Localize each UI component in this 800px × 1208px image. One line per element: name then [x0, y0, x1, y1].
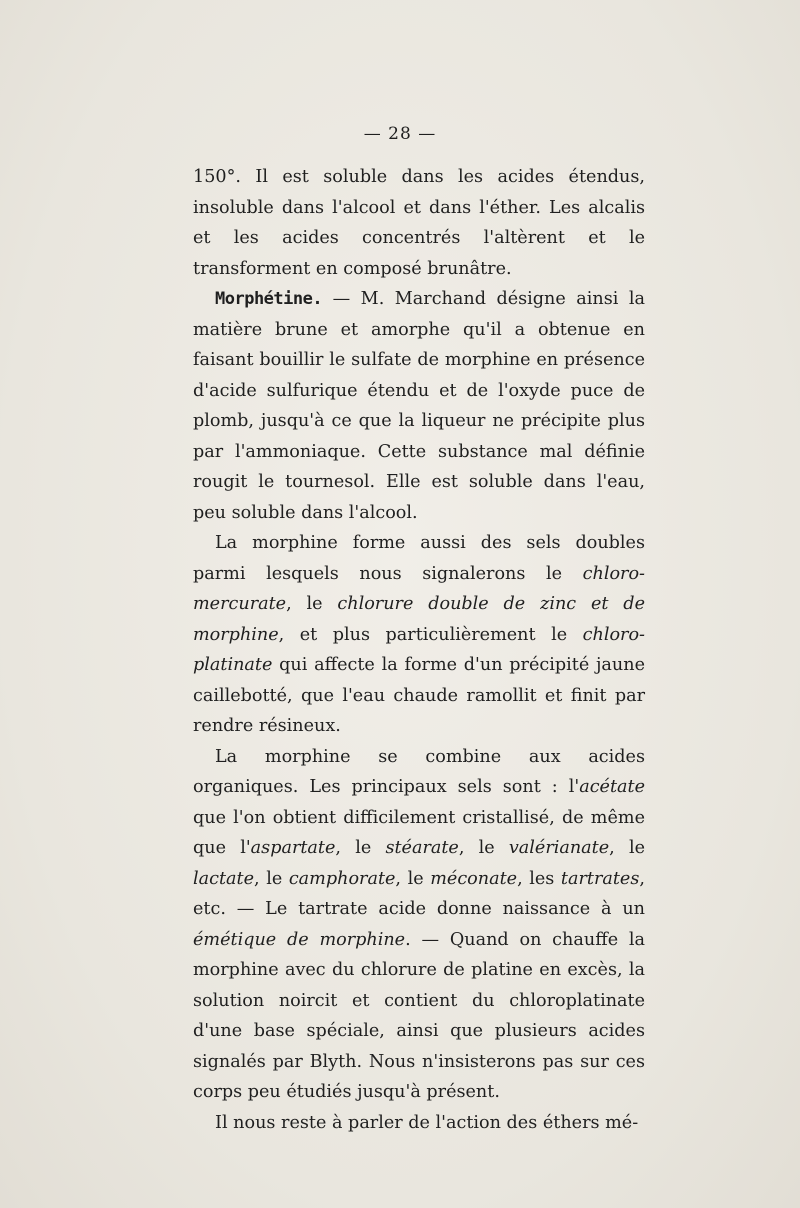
paragraph-1: 150°. Il est soluble dans les acides étendus, insoluble dans l'alcool et dans l'éther. Les alcalis et les acides concentrés l'altèrent et le transforment en composé brunâtre. — [193, 167, 645, 279]
text-run: , les — [517, 868, 561, 889]
italic-term: camphorate — [288, 868, 396, 889]
italic-term: aspartate — [250, 838, 336, 858]
paragraph-4 — [193, 742, 645, 1108]
italic-term: lactate — [193, 868, 255, 889]
text-run: que l'on obtient difficilement cristallisé, de même que l' — [193, 807, 645, 858]
text-run: La morphine forme aussi des sels doubles parmi lesquels nous signalerons le — [193, 533, 645, 584]
italic-term: stéarate — [385, 838, 459, 858]
italic-term: acétate — [579, 777, 645, 797]
text-run: , le — [335, 838, 386, 858]
page-number: — 28 — — [363, 124, 437, 144]
text-run: , le — [395, 868, 431, 889]
text-run: , le — [609, 838, 645, 858]
italic-term: chloro-mercurate — [193, 563, 645, 614]
text-run: . — Quand on chauffe la morphine avec du chlorure de platine en excès, la solution noircit et contient du chloroplatinate d'une base spéciale, ainsi que plusieurs acides signalés par Blyth. Nous n'insisterons pas sur ces corps peu étudiés jusqu'à présent. — [193, 929, 646, 1102]
paragraph-2-text: — M. Marchand désigne ainsi la matière brune et amorphe qu'il a obtenue en faisant bouillir le sulfate de morphine en présence d'acide sulfurique étendu et de l'oxyde puce de plomb, jusqu'à ce que la liqueur ne précipite plus par l'ammoniaque. Cette substance mal définie rougit le tournesol. Elle est soluble dans l'eau, peu soluble dans l'alcool. — [193, 289, 645, 523]
italic-term: méconate — [430, 868, 518, 889]
text-run: , et plus particulièrement le — [278, 624, 583, 645]
text-run: , etc. — Le tartrate acide donne naissance à un — [193, 868, 645, 919]
text-run: La morphine se combine aux acides organiques. Les principaux sels sont : l' — [193, 746, 645, 797]
italic-term: émétique de morphine — [193, 929, 406, 950]
body-text — [193, 162, 645, 1138]
text-run: qui affecte la forme d'un précipité jaune caillebotté, que l'eau chaude ramollit et finit par rendre résineux. — [193, 655, 645, 736]
italic-term: chloro-platinate — [193, 624, 645, 675]
paragraph-3 — [193, 528, 645, 742]
paragraph-2 — [193, 284, 645, 528]
heading-term-morphetine: Morphétine. — [215, 289, 323, 309]
italic-term: chlorure double de zinc et de morphine — [193, 594, 645, 645]
italic-term: tartrates — [560, 868, 640, 889]
text-run: , le — [458, 838, 509, 858]
text-run: , le — [286, 594, 338, 614]
text-run: , le — [254, 868, 289, 889]
paragraph-5: Il nous reste à parler de l'action des éthers mé- — [215, 1112, 639, 1133]
italic-term: valérianate — [508, 838, 610, 858]
